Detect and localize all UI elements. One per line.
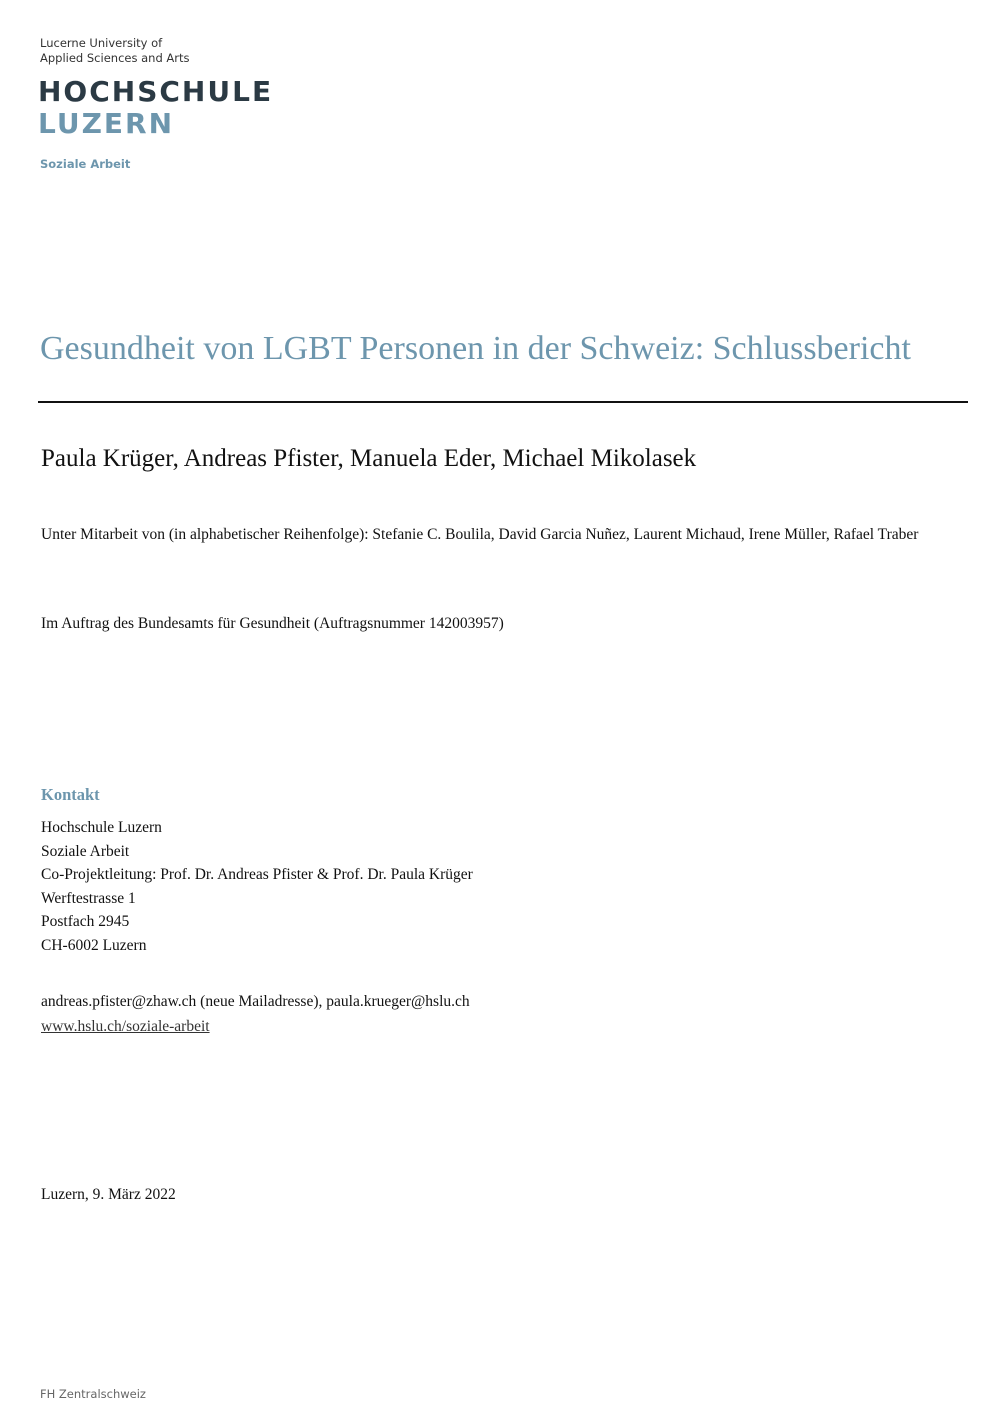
logo-university-text <box>40 36 190 66</box>
website-link[interactable]: www.hslu.ch/soziale-arbeit <box>41 1018 210 1035</box>
contact-email: andreas.pfister@zhaw.ch (neue Mailadresse), paula.krueger@hslu.ch <box>41 993 470 1010</box>
logo-department: Soziale Arbeit <box>40 157 131 171</box>
logo-line-1: Lucerne University of <box>40 36 163 50</box>
contact-line: Postfach 2945 <box>41 913 130 931</box>
logo-name-hochschule: HOCHSCHULE <box>38 75 274 108</box>
mandate-statement: Im Auftrag des Bundesamts für Gesundheit (Auftragsnummer 142003957) <box>41 615 504 632</box>
contact-line: Soziale Arbeit <box>41 842 130 860</box>
logo-line-2: Applied Sciences and Arts <box>40 51 190 65</box>
logo-name-luzern: LUZERN <box>38 107 175 140</box>
authors: Paula Krüger, Andreas Pfister, Manuela Eder, Michael Mikolasek <box>41 445 697 472</box>
contact-line: CH-6002 Luzern <box>41 936 147 954</box>
collaborators: Unter Mitarbeit von (in alphabetischer Reihenfolge): Stefanie C. Boulila, David Garcia Nuñez, Laurent Michaud, Irene Müller, Rafael Traber <box>41 526 919 543</box>
contact-address <box>41 816 473 958</box>
contact-line: Hochschule Luzern <box>41 819 162 836</box>
place-date: Luzern, 9. März 2022 <box>41 1186 176 1203</box>
contact-line: Co-Projektleitung: Prof. Dr. Andreas Pfister & Prof. Dr. Paula Krüger <box>41 866 473 884</box>
report-title: Gesundheit von LGBT Personen in der Schweiz: Schlussbericht <box>40 330 911 367</box>
title-divider <box>38 401 968 403</box>
footer-text: FH Zentralschweiz <box>40 1387 146 1401</box>
contact-heading: Kontakt <box>41 785 100 804</box>
contact-line: Werftestrasse 1 <box>41 889 136 907</box>
